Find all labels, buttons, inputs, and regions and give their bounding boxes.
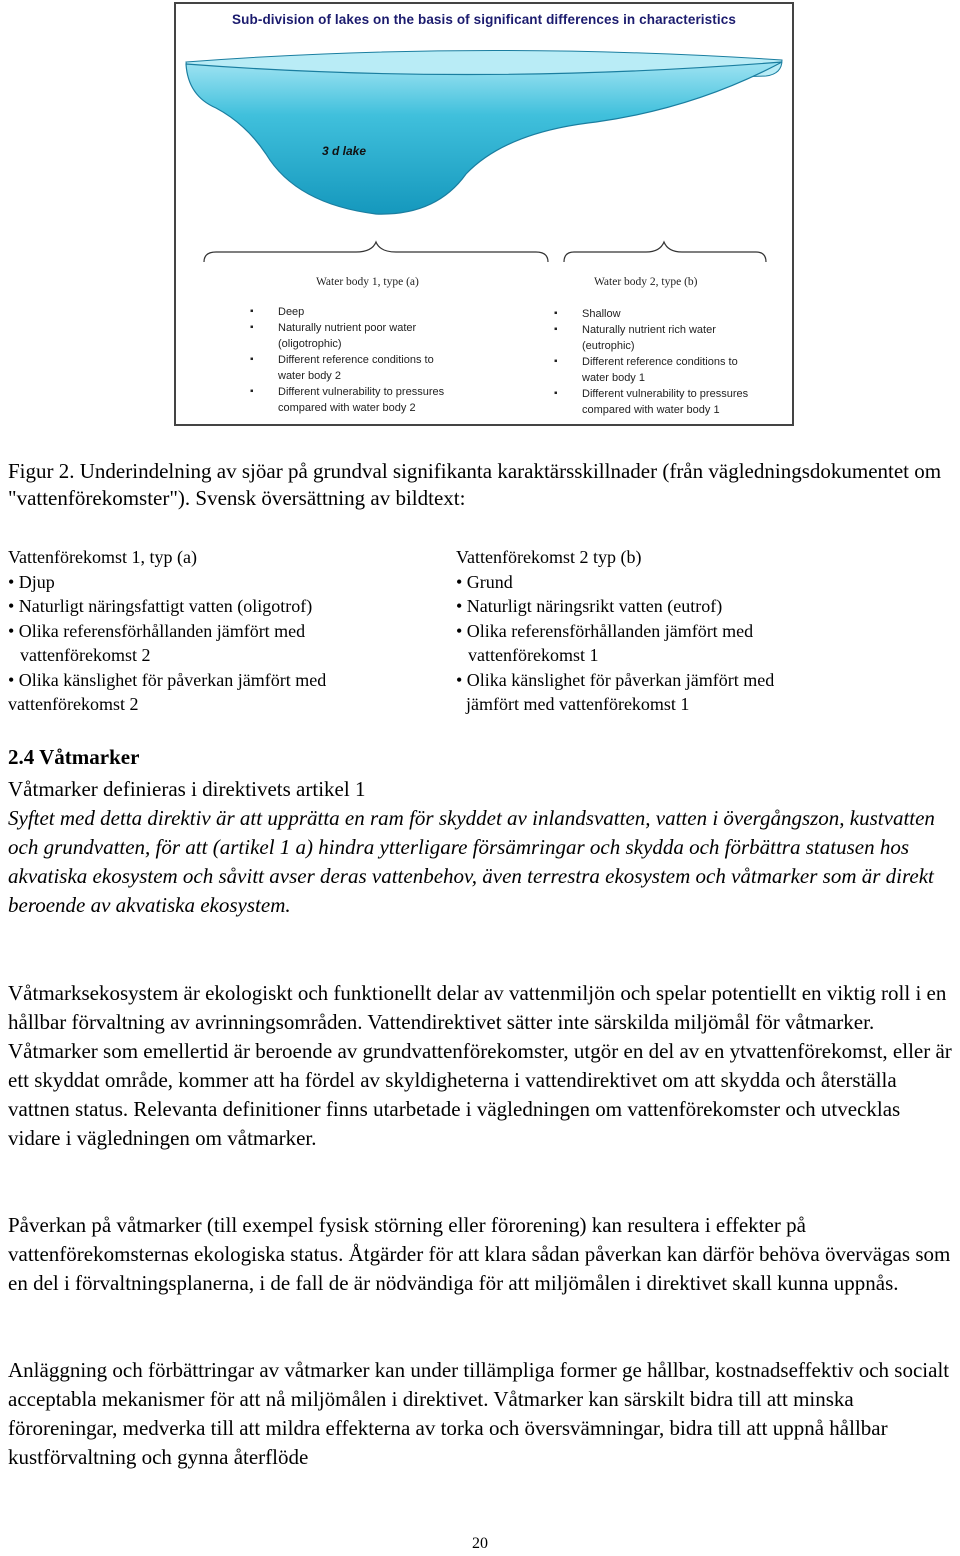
brace-right [564,242,766,262]
directive-quote: Syftet med detta direktiv är att upprätta en ram för skyddet av inlandsvatten, vatten i övergångszon, kustvatten och grundvatten, för att (artikel 1 a) hindra ytterligare försämringar och skydda och förbättra statusen hos akvatiska ekosystem och såvitt avser deras vattenbehov, även terrestra ekosystem och våtmarker som är direkt beroende av akvatiska ekosystem. [8,806,935,917]
translation-item: • Olika känslighet för påverkan jämfört med [8,669,327,690]
list-item: ▪ Different vulnerability to pressures [250,384,444,400]
translation-item: vattenförekomst 2 [8,694,139,714]
water-body-2-list [554,306,748,418]
lake-body [186,62,782,214]
paragraph-1: Våtmarksekosystem är ekologiskt och funktionellt delar av vattenmiljön och spelar potentiellt en viktig roll i en hållbar förvaltning av avrinningsområden. Vattendirektivet sätter inte särskilda miljömål för våtmarker. Våtmarker som emellertid är beroende av grundvattenförekomster, utgör en del av en ytvattenförekomst, eller är ett skyddat område, kommer att ha fördel av skyldigheterna i vattendirektivet om att skydda och återställa vattnen status. Relevanta definitioner finns utarbetade i vägledningen om vattenförekomster och utvecklas vidare i vägledningen om våtmarker. [8,981,952,1150]
list-item: compared with water body 2 [278,402,416,414]
list-item: ▪ Naturally nutrient poor water [250,320,444,336]
translation-item: • Naturligt näringsfattigt vatten (oligotrof) [8,596,313,616]
list-item: (eutrophic) [582,340,635,352]
lake-figure [174,2,794,426]
translation-item: • Olika referensförhållanden jämfört med [8,620,306,641]
list-item: water body 1 [582,372,645,384]
list-item: ▪ Different reference conditions to [250,352,444,368]
paragraph-3: Anläggning och förbättringar av våtmarker kan under tillämpliga former ge hållbar, kostnadseffektiv och socialt acceptabla mekanismer för att nå miljömålen i direktivet. Våtmarker kan särskilt bidra till att minska föroreningar, medverka till att mildra effekterna av torka och översvämningar, bidra till att uppnå hållbar kustförvaltning och gynna återflöde [8,1358,950,1469]
translation-item: • Djup [8,571,55,592]
lake-label: 3 d lake [322,144,367,158]
translation-right [456,545,774,717]
list-item: ▪ Deep [250,304,444,320]
figure-caption: Figur 2. Underindelning av sjöar på grundval signifikanta karaktärsskillnader (från vägledningsdokumentet om "vattenförekomster"). Svensk översättning av bildtext: [8,459,942,510]
list-item: ▪ Shallow [554,306,748,322]
figure-title: Sub-division of lakes on the basis of significant differences in characteristics [232,12,736,27]
water-body-1-heading: Water body 1, type (a) [316,276,419,288]
translation-item: jämfört med vattenförekomst 1 [466,694,690,714]
translation-item: vattenförekomst 2 [20,645,151,665]
translation-item: • Naturligt näringsrikt vatten (eutrof) [456,596,723,616]
translation-left [8,545,326,717]
brace-left [204,242,548,262]
paragraph-2: Påverkan på våtmarker (till exempel fysisk störning eller förorening) kan resultera i effekter på vattenförekomsternas ekologiska status. Åtgärder för att klara sådan påverkan kan därför behöva övervägas som en del i förvaltningsplanerna, i de fall de är nödvändiga för att miljömålen i direktivet skall kunna uppnås. [8,1213,951,1295]
section-intro: Våtmarker definieras i direktivets artikel 1 [8,777,366,801]
translation-heading: Vattenförekomst 2 typ (b) [456,547,642,567]
translation-item: • Grund [456,571,513,592]
section-heading: 2.4 Våtmarker [8,745,140,769]
water-body-2-heading: Water body 2, type (b) [594,276,698,288]
translation-item: • Olika känslighet för påverkan jämfört med [456,669,775,690]
list-item: ▪ Naturally nutrient rich water [554,322,748,338]
list-item: water body 2 [278,370,341,382]
translation-item: • Olika referensförhållanden jämfört med [456,620,754,641]
list-item: ▪ Different reference conditions to [554,354,748,370]
list-item: compared with water body 1 [582,404,720,416]
translation-heading: Vattenförekomst 1, typ (a) [8,547,197,567]
list-item: ▪ Different vulnerability to pressures [554,386,748,402]
water-body-1-list [250,304,444,416]
page-number: 20 [472,1535,488,1552]
list-item: (oligotrophic) [278,338,342,350]
translation-item: vattenförekomst 1 [468,645,599,665]
